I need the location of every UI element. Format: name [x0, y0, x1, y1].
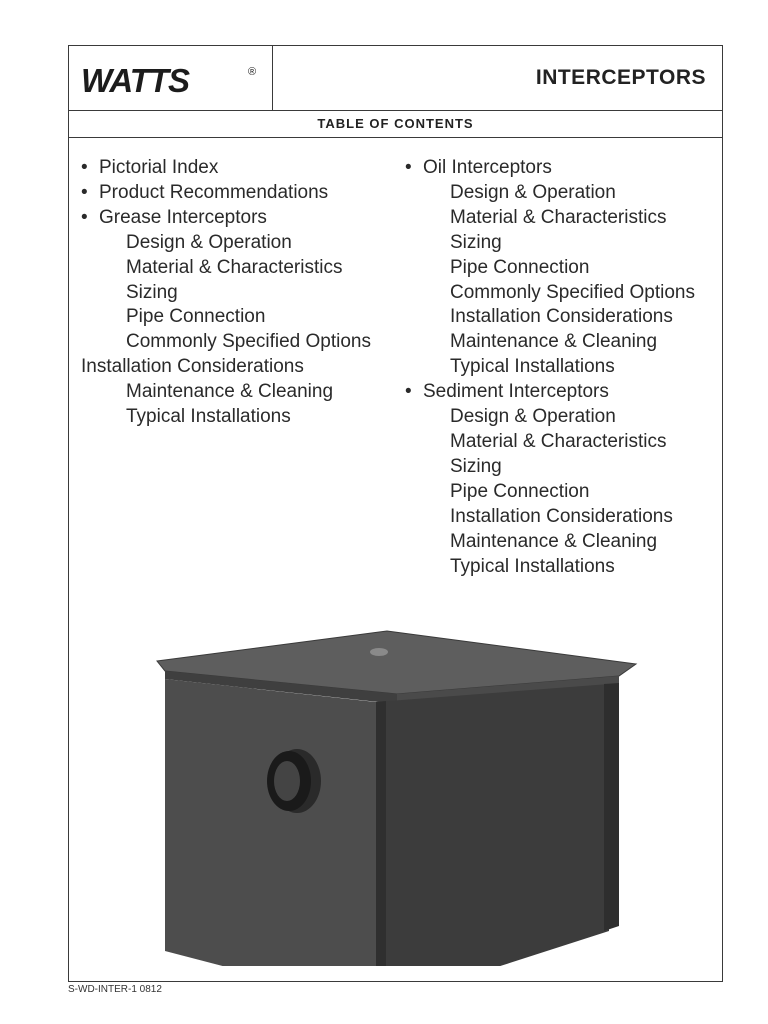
toc-entry-label: Typical Installations: [126, 406, 291, 428]
toc-entry[interactable]: [405, 430, 695, 455]
toc-entry-label: Sizing: [126, 281, 178, 303]
toc-entry-label: Design & Operation: [450, 181, 616, 203]
toc-right-column: [405, 156, 695, 579]
document-title: INTERCEPTORS: [535, 66, 706, 89]
toc-entry[interactable]: [81, 206, 371, 231]
toc-entry[interactable]: [81, 156, 371, 181]
toc-entry-label: Maintenance & Cleaning: [450, 331, 658, 353]
bullet-icon: •: [405, 381, 412, 403]
toc-entry[interactable]: [81, 380, 371, 405]
toc-entry[interactable]: [405, 530, 695, 555]
bullet-icon: •: [81, 157, 88, 178]
toc-entry-label: Pictorial Index: [99, 157, 219, 178]
watts-logo: [81, 63, 261, 97]
toc-entry[interactable]: [405, 555, 695, 580]
toc-entry[interactable]: [81, 256, 371, 281]
toc-entry[interactable]: [405, 256, 695, 281]
toc-entry[interactable]: [405, 231, 695, 256]
toc-entry[interactable]: [81, 281, 371, 306]
bullet-icon: •: [405, 157, 412, 178]
toc-entry-label: Material & Characteristics: [126, 256, 343, 278]
toc-entry-label: Typical Installations: [450, 356, 615, 378]
toc-entry-label: Oil Interceptors: [423, 157, 552, 178]
toc-entry-label: Grease Interceptors: [99, 206, 267, 228]
tank-right-flange: [604, 683, 619, 931]
toc-entry[interactable]: [405, 380, 695, 405]
toc-entry[interactable]: [405, 156, 695, 181]
toc-entry[interactable]: [405, 505, 695, 530]
document-frame: [68, 45, 723, 982]
toc-entry-label: Maintenance & Cleaning: [450, 530, 658, 552]
toc-entry[interactable]: [405, 330, 695, 355]
toc-entry-label: Maintenance & Cleaning: [126, 381, 334, 403]
document-code: S-WD-INTER-1 0812: [68, 984, 162, 995]
bullet-icon: •: [81, 181, 88, 203]
document-header: [69, 46, 722, 111]
inlet-pipe-inner: [274, 761, 300, 801]
lid-cleanout-plug: [370, 648, 388, 656]
tank-side-face: [376, 684, 609, 966]
tank-corner-flange: [376, 701, 386, 966]
toc-entry[interactable]: [81, 231, 371, 256]
toc-entry-label: Pipe Connection: [450, 480, 590, 502]
toc-entry[interactable]: [405, 480, 695, 505]
toc-entry-label: Design & Operation: [126, 231, 292, 253]
toc-entry[interactable]: [81, 355, 371, 380]
toc-entry-label: Design & Operation: [450, 406, 616, 428]
toc-heading: TABLE OF CONTENTS: [69, 111, 722, 138]
toc-entry[interactable]: [81, 181, 371, 206]
toc-entry-label: Installation Considerations: [450, 306, 673, 328]
grease-interceptor-tank-image: [149, 626, 649, 966]
toc-entry-label: Typical Installations: [450, 555, 615, 577]
toc-entry-label: Sizing: [450, 231, 502, 253]
toc-entry[interactable]: [405, 455, 695, 480]
toc-entry-label: Pipe Connection: [450, 256, 590, 278]
toc-entry[interactable]: [405, 305, 695, 330]
bullet-icon: •: [81, 206, 88, 228]
logo-cell: [69, 46, 273, 110]
registered-mark: ®: [248, 66, 257, 78]
toc-entry[interactable]: [405, 281, 695, 306]
toc-entry[interactable]: [405, 355, 695, 380]
toc-entry[interactable]: [81, 330, 371, 355]
toc-entry[interactable]: [405, 206, 695, 231]
toc-entry-label: Pipe Connection: [126, 306, 266, 328]
toc-left-column: [81, 156, 371, 430]
toc-entry-label: Commonly Specified Options: [126, 331, 371, 353]
toc-entry-label: Sediment Interceptors: [423, 381, 609, 403]
toc-entry[interactable]: [405, 181, 695, 206]
tank-front-face: [165, 679, 376, 966]
toc-entry-label: Commonly Specified Options: [450, 281, 695, 303]
toc-entry-label: Material & Characteristics: [450, 206, 667, 228]
watts-logo-wordmark: WATTS: [81, 63, 190, 97]
toc-entry-label: Product Recommendations: [99, 181, 329, 203]
toc-entry[interactable]: [81, 305, 371, 330]
toc-entry[interactable]: [81, 405, 371, 430]
toc-entry-label: Sizing: [450, 455, 502, 477]
toc-entry-label: Installation Considerations: [81, 356, 304, 378]
toc-entry-label: Installation Considerations: [450, 505, 673, 527]
toc-entry-label: Material & Characteristics: [450, 430, 667, 452]
toc-entry[interactable]: [405, 405, 695, 430]
